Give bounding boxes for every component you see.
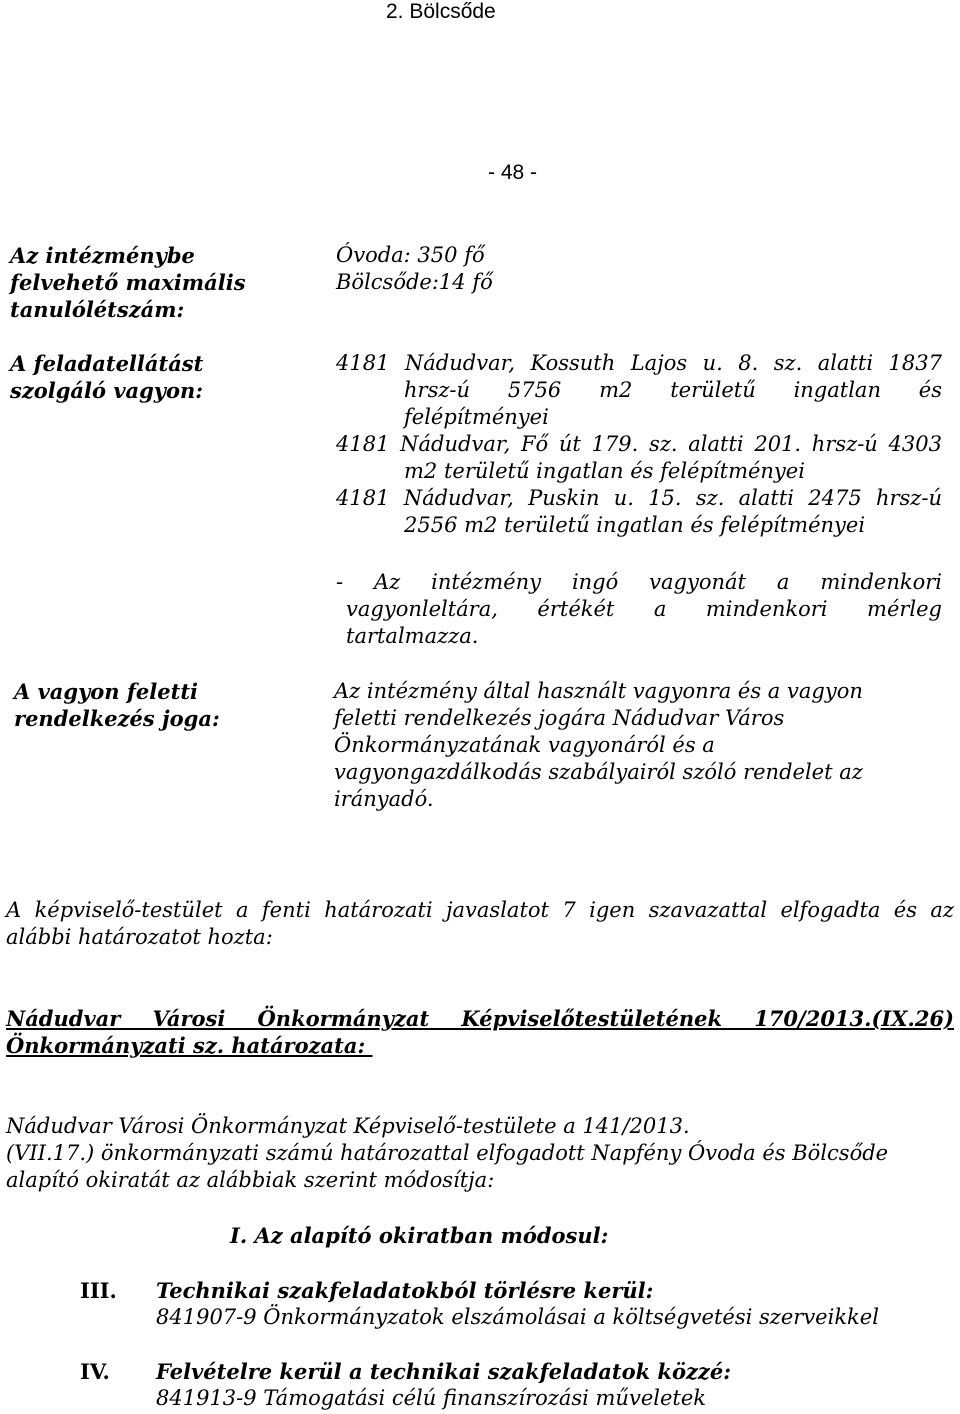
assets-list (336, 350, 942, 539)
resolution-body: Nádudvar Városi Önkormányzat Képviselő-testülete a 141/2013. (VII.17.) önkormányzati számú határozattal elfogadott Napfény Óvoda és Bölcsőde alapító okiratát az alábbiak szerint módosítja: (6, 1114, 889, 1192)
disposal-label: A vagyon feletti rendelkezés joga: (14, 679, 220, 731)
asset-line: 4181 Nádudvar, Puskin u. 15. sz. alatti 2475 hrsz-ú (336, 486, 942, 510)
item-number: III. (80, 1278, 117, 1303)
vote-statement: A képviselő-testület a fenti határozati javaslatot 7 igen szavazattal elfogadta és az alábbi határozatot hozta: (6, 898, 954, 949)
item-title: Felvételre kerül a technikai szakfeladatok közzé: (156, 1359, 731, 1384)
list-item (156, 1277, 879, 1331)
assets-label: A feladatellátást szolgáló vagyon: (10, 351, 204, 403)
list-item (156, 1358, 731, 1412)
asset-line: 2556 m2 területű ingatlan és felépítményei (404, 513, 866, 537)
capacity-label: Az intézménybe felvehető maximális tanulólétszám: (10, 243, 246, 322)
item-text: 841913-9 Támogatási célú finanszírozási műveletek (156, 1386, 706, 1410)
asset-line: 4181 Nádudvar, Fő út 179. sz. alatti 201. hrsz-ú 4303 (336, 432, 942, 456)
item-title: Technikai szakfeladatokból törlésre kerül: (156, 1278, 654, 1303)
movable-assets-note: - Az intézmény ingó vagyonát a mindenkori vagyonleltára, értékét a mindenkori mérleg tartalmazza. (336, 570, 942, 648)
disposal-text: Az intézmény által használt vagyonra és a vagyon feletti rendelkezés jogára Nádudvar Város Önkormányzatának vagyonáról és a vagyongazdálkodás szabályairól szóló rendelet az irányadó. (334, 679, 863, 811)
page-number: - 48 - (488, 161, 538, 184)
resolution-title: Nádudvar Városi Önkormányzat Képviselőtestületének 170/2013.(IX.26) Önkormányzati sz. határozata: (6, 1006, 954, 1058)
item-number: IV. (80, 1359, 110, 1384)
section-header: 2. Bölcsőde (386, 0, 496, 23)
asset-line: hrsz-ú 5756 m2 területű ingatlan és (404, 378, 942, 402)
item-text: 841907-9 Önkormányzatok elszámolásai a költségvetési szerveikkel (156, 1305, 879, 1329)
section-heading: I. Az alapító okiratban módosul: (230, 1223, 609, 1248)
capacity-values: Óvoda: 350 fő Bölcsőde:14 fő (336, 243, 493, 294)
asset-line: 4181 Nádudvar, Kossuth Lajos u. 8. sz. alatti 1837 (336, 351, 942, 375)
asset-line: m2 területű ingatlan és felépítményei (404, 459, 805, 483)
asset-line: felépítményei (404, 405, 549, 429)
